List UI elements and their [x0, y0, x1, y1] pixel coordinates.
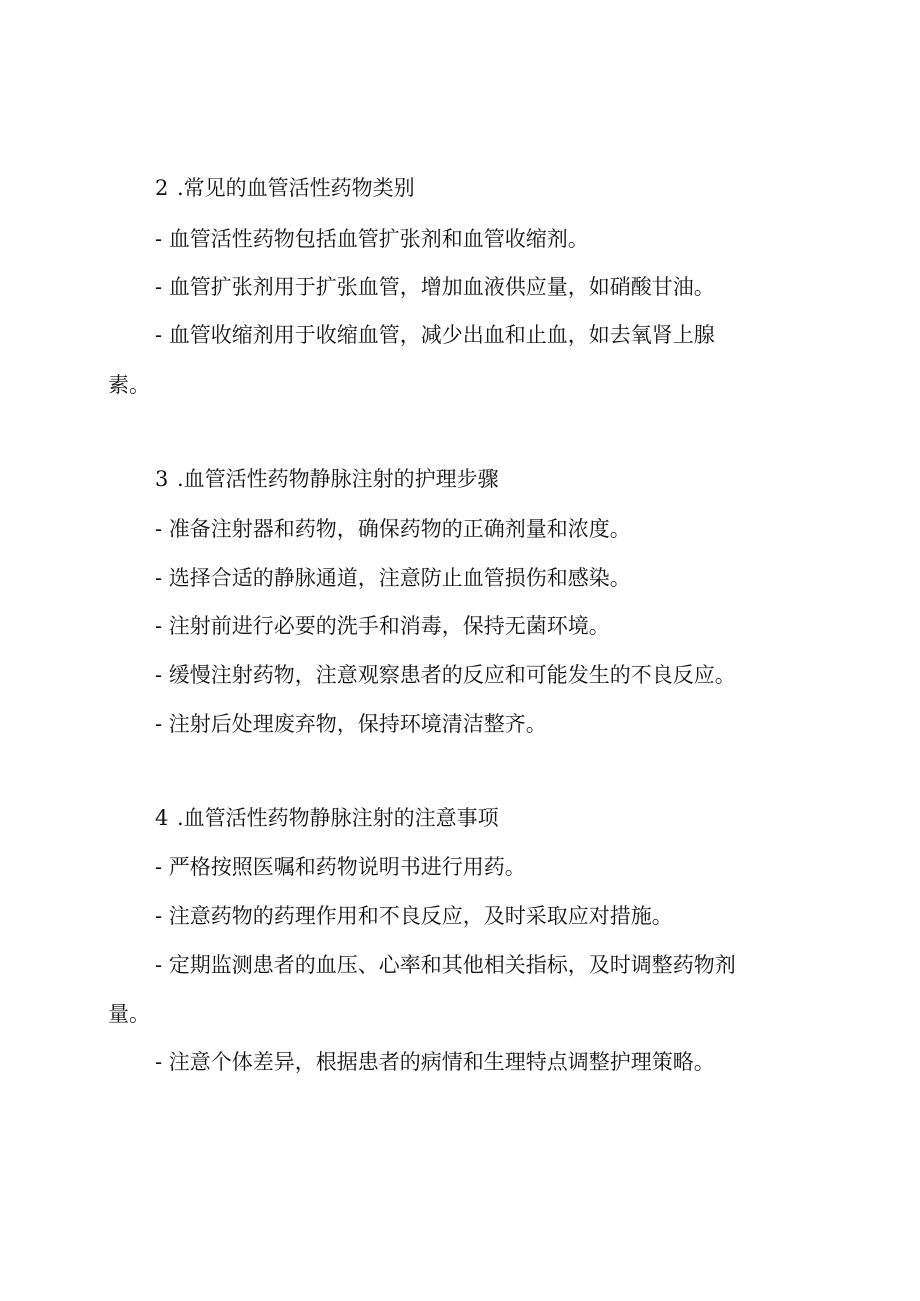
section-title: .血管活性药物静脉注射的注意事项 — [177, 806, 499, 830]
section-heading — [155, 464, 920, 494]
section-number: 3 — [155, 467, 169, 491]
list-item: - 定期监测患者的血压、心率和其他相关指标，及时调整药物剂 — [155, 953, 736, 977]
list-item: - 注射后处理废弃物，保持环境清洁整齐。 — [155, 712, 547, 736]
section-heading — [155, 173, 920, 203]
list-item: - 血管活性药物包括血管扩张剂和血管收缩剂。 — [155, 227, 589, 251]
section-heading — [155, 803, 920, 833]
list-item: - 注射前进行必要的洗手和消毒，保持无菌环境。 — [155, 614, 610, 638]
section-title: .血管活性药物静脉注射的护理步骤 — [177, 467, 499, 491]
section-number: 2 — [155, 176, 169, 200]
list-item: - 血管收缩剂用于收缩血管，减少出血和止血，如去氧肾上腺 — [155, 323, 715, 347]
list-item: - 选择合适的静脉通道，注意防止血管损伤和感染。 — [155, 566, 631, 590]
list-item-continuation: 素。 — [108, 373, 150, 397]
list-item: - 注意个体差异，根据患者的病情和生理特点调整护理策略。 — [155, 1050, 715, 1074]
list-item: - 准备注射器和药物，确保药物的正确剂量和浓度。 — [155, 517, 631, 541]
list-item: - 注意药物的药理作用和不良反应，及时采取应对措施。 — [155, 904, 673, 928]
section-number: 4 — [155, 806, 169, 830]
list-item-continuation: 量。 — [108, 1002, 150, 1026]
list-item: - 严格按照医嘱和药物说明书进行用药。 — [155, 855, 526, 879]
section-title: .常见的血管活性药物类别 — [177, 176, 415, 200]
list-item: - 缓慢注射药物，注意观察患者的反应和可能发生的不良反应。 — [155, 663, 736, 687]
list-item: - 血管扩张剂用于扩张血管，增加血液供应量，如硝酸甘油。 — [155, 275, 715, 299]
